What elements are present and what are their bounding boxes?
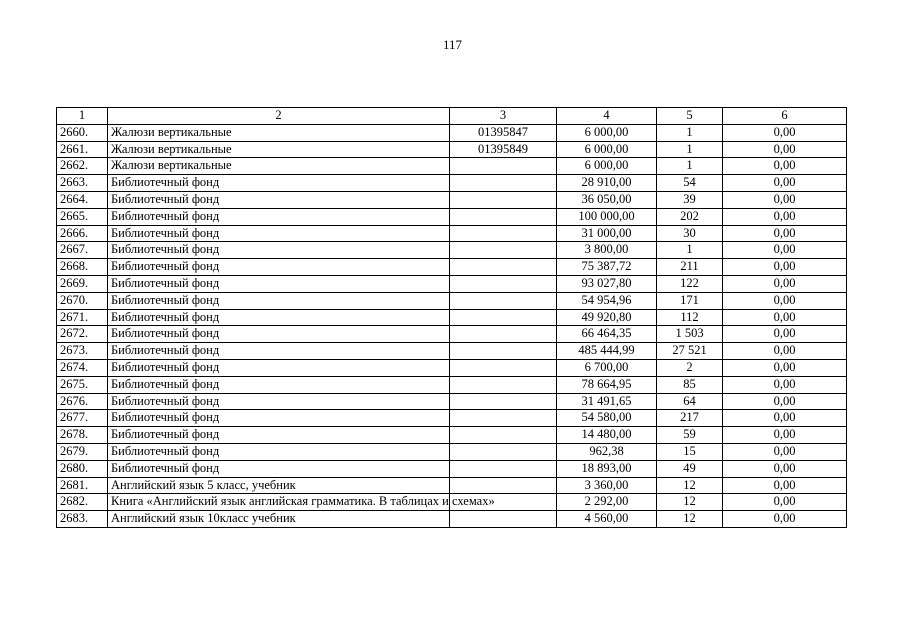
item-name-cell: Библиотечный фонд <box>108 292 450 309</box>
table-row <box>57 191 847 208</box>
cost-cell: 6 000,00 <box>557 124 657 141</box>
row-number-cell: 2664. <box>57 191 108 208</box>
row-number-cell: 2680. <box>57 460 108 477</box>
residual-value-cell: 0,00 <box>723 309 847 326</box>
quantity-cell: 1 <box>657 158 723 175</box>
table-row <box>57 443 847 460</box>
cost-cell: 31 000,00 <box>557 225 657 242</box>
quantity-cell: 171 <box>657 292 723 309</box>
quantity-cell: 12 <box>657 511 723 528</box>
inventory-number-cell <box>450 376 557 393</box>
inventory-number-cell <box>450 309 557 326</box>
inventory-number-cell <box>450 460 557 477</box>
table-row <box>57 158 847 175</box>
inventory-number-cell <box>450 208 557 225</box>
item-name-cell: Жалюзи вертикальные <box>108 124 450 141</box>
row-number-cell: 2660. <box>57 124 108 141</box>
item-name-cell: Библиотечный фонд <box>108 359 450 376</box>
row-number-cell: 2679. <box>57 443 108 460</box>
column-header: 1 <box>57 108 108 125</box>
cost-cell: 6 000,00 <box>557 158 657 175</box>
row-number-cell: 2661. <box>57 141 108 158</box>
page-number: 117 <box>442 37 463 52</box>
residual-value-cell: 0,00 <box>723 427 847 444</box>
quantity-cell: 1 <box>657 124 723 141</box>
table-header-row <box>57 108 847 125</box>
inventory-number-cell <box>450 259 557 276</box>
row-number-cell: 2673. <box>57 343 108 360</box>
residual-value-cell: 0,00 <box>723 292 847 309</box>
cost-cell: 3 360,00 <box>557 477 657 494</box>
inventory-number-cell <box>450 292 557 309</box>
table-row <box>57 477 847 494</box>
quantity-cell: 1 503 <box>657 326 723 343</box>
residual-value-cell: 0,00 <box>723 124 847 141</box>
item-name-cell: Библиотечный фонд <box>108 175 450 192</box>
quantity-cell: 12 <box>657 494 723 511</box>
column-header: 3 <box>450 108 557 125</box>
row-number-cell: 2670. <box>57 292 108 309</box>
item-name-cell: Жалюзи вертикальные <box>108 158 450 175</box>
row-number-cell: 2665. <box>57 208 108 225</box>
inventory-number-cell <box>450 410 557 427</box>
inventory-number-cell <box>450 343 557 360</box>
column-header: 5 <box>657 108 723 125</box>
table-row <box>57 124 847 141</box>
item-name-cell: Книга «Английский язык английская грамматика. В таблицах и схемах» <box>108 494 450 511</box>
item-name-cell: Жалюзи вертикальные <box>108 141 450 158</box>
inventory-number-cell <box>450 477 557 494</box>
cost-cell: 49 920,80 <box>557 309 657 326</box>
quantity-cell: 1 <box>657 242 723 259</box>
quantity-cell: 12 <box>657 477 723 494</box>
table-row <box>57 359 847 376</box>
table-row <box>57 309 847 326</box>
quantity-cell: 30 <box>657 225 723 242</box>
row-number-cell: 2668. <box>57 259 108 276</box>
cost-cell: 6 000,00 <box>557 141 657 158</box>
item-name-cell: Библиотечный фонд <box>108 326 450 343</box>
cost-cell: 100 000,00 <box>557 208 657 225</box>
residual-value-cell: 0,00 <box>723 511 847 528</box>
inventory-number-cell <box>450 225 557 242</box>
item-name-cell: Библиотечный фонд <box>108 460 450 477</box>
item-name-cell: Библиотечный фонд <box>108 275 450 292</box>
residual-value-cell: 0,00 <box>723 175 847 192</box>
row-number-cell: 2682. <box>57 494 108 511</box>
quantity-cell: 54 <box>657 175 723 192</box>
item-name-cell: Библиотечный фонд <box>108 225 450 242</box>
residual-value-cell: 0,00 <box>723 225 847 242</box>
cost-cell: 78 664,95 <box>557 376 657 393</box>
item-name-cell: Библиотечный фонд <box>108 393 450 410</box>
cost-cell: 36 050,00 <box>557 191 657 208</box>
quantity-cell: 15 <box>657 443 723 460</box>
inventory-number-cell: 01395847 <box>450 124 557 141</box>
item-name-cell: Библиотечный фонд <box>108 191 450 208</box>
table-row <box>57 242 847 259</box>
inventory-number-cell: 01395849 <box>450 141 557 158</box>
item-name-cell: Библиотечный фонд <box>108 427 450 444</box>
item-name-cell: Библиотечный фонд <box>108 242 450 259</box>
cost-cell: 18 893,00 <box>557 460 657 477</box>
inventory-number-cell <box>450 427 557 444</box>
row-number-cell: 2678. <box>57 427 108 444</box>
cost-cell: 66 464,35 <box>557 326 657 343</box>
cost-cell: 54 954,96 <box>557 292 657 309</box>
table-row <box>57 511 847 528</box>
residual-value-cell: 0,00 <box>723 393 847 410</box>
residual-value-cell: 0,00 <box>723 343 847 360</box>
cost-cell: 6 700,00 <box>557 359 657 376</box>
residual-value-cell: 0,00 <box>723 275 847 292</box>
table-row <box>57 326 847 343</box>
residual-value-cell: 0,00 <box>723 359 847 376</box>
residual-value-cell: 0,00 <box>723 326 847 343</box>
row-number-cell: 2677. <box>57 410 108 427</box>
table-row <box>57 292 847 309</box>
cost-cell: 4 560,00 <box>557 511 657 528</box>
cost-cell: 2 292,00 <box>557 494 657 511</box>
table-row <box>57 275 847 292</box>
table-row <box>57 427 847 444</box>
item-name-cell: Библиотечный фонд <box>108 309 450 326</box>
column-header: 2 <box>108 108 450 125</box>
row-number-cell: 2671. <box>57 309 108 326</box>
table-body <box>57 124 847 527</box>
row-number-cell: 2683. <box>57 511 108 528</box>
cost-cell: 75 387,72 <box>557 259 657 276</box>
table-row <box>57 494 847 511</box>
cost-cell: 485 444,99 <box>557 343 657 360</box>
row-number-cell: 2676. <box>57 393 108 410</box>
table-row <box>57 208 847 225</box>
table-row <box>57 460 847 477</box>
inventory-number-cell <box>450 511 557 528</box>
inventory-number-cell <box>450 158 557 175</box>
column-header: 6 <box>723 108 847 125</box>
residual-value-cell: 0,00 <box>723 460 847 477</box>
cost-cell: 31 491,65 <box>557 393 657 410</box>
cost-cell: 962,38 <box>557 443 657 460</box>
row-number-cell: 2672. <box>57 326 108 343</box>
item-name-cell: Библиотечный фонд <box>108 343 450 360</box>
quantity-cell: 49 <box>657 460 723 477</box>
row-number-cell: 2669. <box>57 275 108 292</box>
quantity-cell: 85 <box>657 376 723 393</box>
cost-cell: 3 800,00 <box>557 242 657 259</box>
residual-value-cell: 0,00 <box>723 208 847 225</box>
item-name-cell: Библиотечный фонд <box>108 259 450 276</box>
inventory-number-cell <box>450 443 557 460</box>
column-header: 4 <box>557 108 657 125</box>
quantity-cell: 112 <box>657 309 723 326</box>
inventory-table <box>56 107 847 528</box>
inventory-number-cell <box>450 326 557 343</box>
quantity-cell: 39 <box>657 191 723 208</box>
row-number-cell: 2681. <box>57 477 108 494</box>
row-number-cell: 2667. <box>57 242 108 259</box>
inventory-number-cell <box>450 359 557 376</box>
cost-cell: 93 027,80 <box>557 275 657 292</box>
quantity-cell: 1 <box>657 141 723 158</box>
item-name-cell: Английский язык 5 класс, учебник <box>108 477 450 494</box>
inventory-number-cell <box>450 275 557 292</box>
row-number-cell: 2674. <box>57 359 108 376</box>
quantity-cell: 217 <box>657 410 723 427</box>
table-row <box>57 259 847 276</box>
table-row <box>57 225 847 242</box>
table-row <box>57 393 847 410</box>
item-name-cell: Библиотечный фонд <box>108 208 450 225</box>
row-number-cell: 2662. <box>57 158 108 175</box>
table-row <box>57 343 847 360</box>
quantity-cell: 202 <box>657 208 723 225</box>
item-name-cell: Библиотечный фонд <box>108 376 450 393</box>
cost-cell: 54 580,00 <box>557 410 657 427</box>
residual-value-cell: 0,00 <box>723 410 847 427</box>
residual-value-cell: 0,00 <box>723 191 847 208</box>
item-name-cell: Библиотечный фонд <box>108 443 450 460</box>
inventory-number-cell <box>450 393 557 410</box>
residual-value-cell: 0,00 <box>723 158 847 175</box>
row-number-cell: 2675. <box>57 376 108 393</box>
cost-cell: 14 480,00 <box>557 427 657 444</box>
quantity-cell: 122 <box>657 275 723 292</box>
residual-value-cell: 0,00 <box>723 494 847 511</box>
residual-value-cell: 0,00 <box>723 259 847 276</box>
cost-cell: 28 910,00 <box>557 175 657 192</box>
residual-value-cell: 0,00 <box>723 376 847 393</box>
row-number-cell: 2663. <box>57 175 108 192</box>
table-row <box>57 175 847 192</box>
item-name-cell: Английский язык 10класс учебник <box>108 511 450 528</box>
inventory-number-cell <box>450 242 557 259</box>
table-row <box>57 141 847 158</box>
residual-value-cell: 0,00 <box>723 477 847 494</box>
table-row <box>57 376 847 393</box>
inventory-number-cell <box>450 191 557 208</box>
inventory-number-cell <box>450 175 557 192</box>
table-row <box>57 410 847 427</box>
item-name-cell: Библиотечный фонд <box>108 410 450 427</box>
residual-value-cell: 0,00 <box>723 141 847 158</box>
residual-value-cell: 0,00 <box>723 443 847 460</box>
residual-value-cell: 0,00 <box>723 242 847 259</box>
quantity-cell: 64 <box>657 393 723 410</box>
quantity-cell: 2 <box>657 359 723 376</box>
row-number-cell: 2666. <box>57 225 108 242</box>
quantity-cell: 59 <box>657 427 723 444</box>
quantity-cell: 211 <box>657 259 723 276</box>
quantity-cell: 27 521 <box>657 343 723 360</box>
